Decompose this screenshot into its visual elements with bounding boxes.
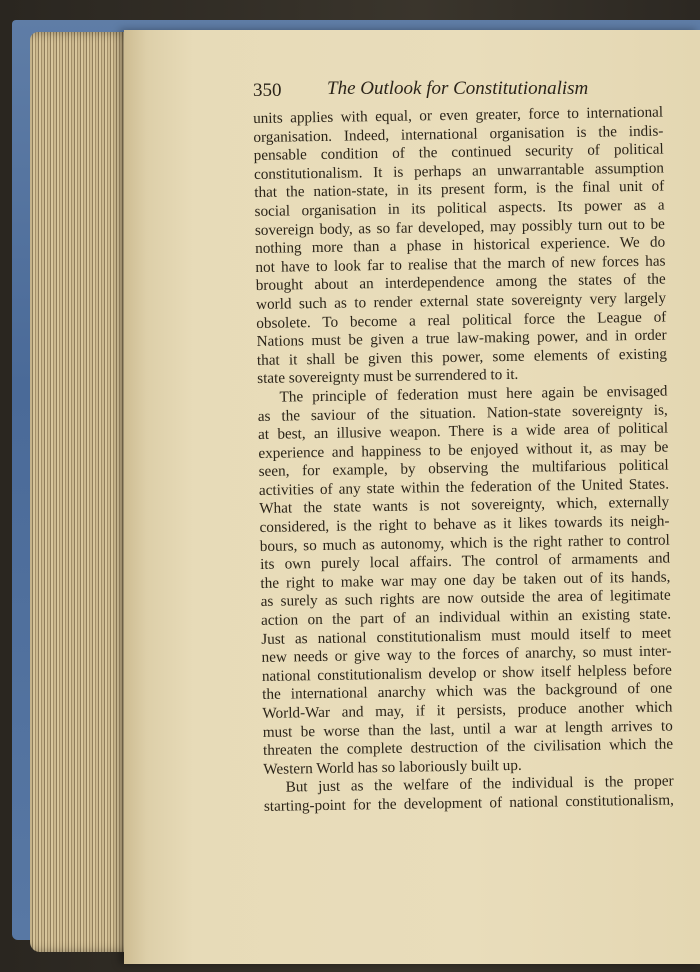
text-line: units applies with equal, or even greater, force to international [253, 103, 664, 127]
text-line: organisation. Indeed, international organisation is the indis- [253, 122, 664, 146]
text-line: action on the part of an individual within an existing state. [260, 605, 672, 629]
text-line: obsolete. To become a real political force the League of [256, 308, 667, 332]
text-line: The principle of federation must here again be envisaged [279, 382, 668, 406]
text-line: as surely as such rights are now outside the area of legitimate [260, 586, 671, 611]
text-line: pensable condition of the continued security of political [253, 140, 664, 165]
text-line: seen, for example, by observing the multifarious political [258, 456, 669, 481]
running-head [253, 78, 673, 106]
text-line: sovereign body, as so far developed, may possibly turn out to be [254, 215, 665, 239]
text-line: activities of any state within the federation of the United States. [258, 475, 670, 499]
page-number: 350 [253, 80, 282, 101]
text-line: its own purely local affairs. The control of armaments and [260, 549, 671, 574]
text-line: state sovereignty must be surrendered to it. [257, 366, 519, 388]
text-line: experience and happiness to be enjoyed without it, as may be [258, 438, 669, 462]
text-line: new needs or give way to the forces of anarchy, so must inter- [261, 642, 672, 667]
text-line: at best, an illusive weapon. There is a wide area of political [257, 419, 669, 444]
text-line: Nations must be given a true law-making power, and in order [256, 326, 667, 351]
text-line: that it shall be given this power, some elements of existing [256, 345, 668, 369]
text-line: Western World has so laboriously built up. [263, 756, 522, 778]
text-line: starting-point for the development of national constitutionalism, [263, 791, 675, 815]
text-line: nothing more than a phase in historical experience. We do [255, 233, 666, 258]
text-line: threaten the complete destruction of the civilisation which the [262, 735, 674, 760]
text-line: that the nation-state, in its present form, is the final unit of [254, 177, 665, 202]
text-line: national constitutionalism develop or show itself helpless before [261, 661, 672, 685]
text-line: the international anarchy which was the background of one [262, 679, 673, 704]
running-title: The Outlook for Constitutionalism [327, 78, 589, 99]
text-line: not have to look far to realise that the march of new forces has [255, 252, 666, 276]
text-line: constitutionalism. It is perhaps an unwarrantable assumption [253, 159, 665, 183]
text-line: world such as to render external state sovereignty very largely [255, 289, 667, 313]
text-line: considered, is the right to behave as it likes towards its neigh- [259, 512, 670, 537]
text-line: But just as the welfare of the individual is the proper [285, 772, 674, 796]
text-line: the right to make war may one day be taken out of its hands, [260, 568, 671, 592]
text-line: World-War and may, if it persists, produce another which [262, 698, 673, 722]
text-line: social organisation in its political aspects. Its power as a [254, 196, 665, 220]
text-line: brought about an interdependence among the states of the [255, 270, 666, 295]
text-line: What the state wants is not sovereignty, which, externally [259, 493, 670, 518]
body-text [253, 104, 674, 817]
text-line: bours, so much as autonomy, which is the right rather to control [259, 531, 670, 555]
text-line: Just as national constitutionalism must mould itself to meet [261, 624, 672, 648]
text-line: as the saviour of the situation. Nation-state sovereignty is, [257, 401, 668, 425]
text-line: must be worse than the last, until a war at length arrives to [262, 717, 673, 741]
